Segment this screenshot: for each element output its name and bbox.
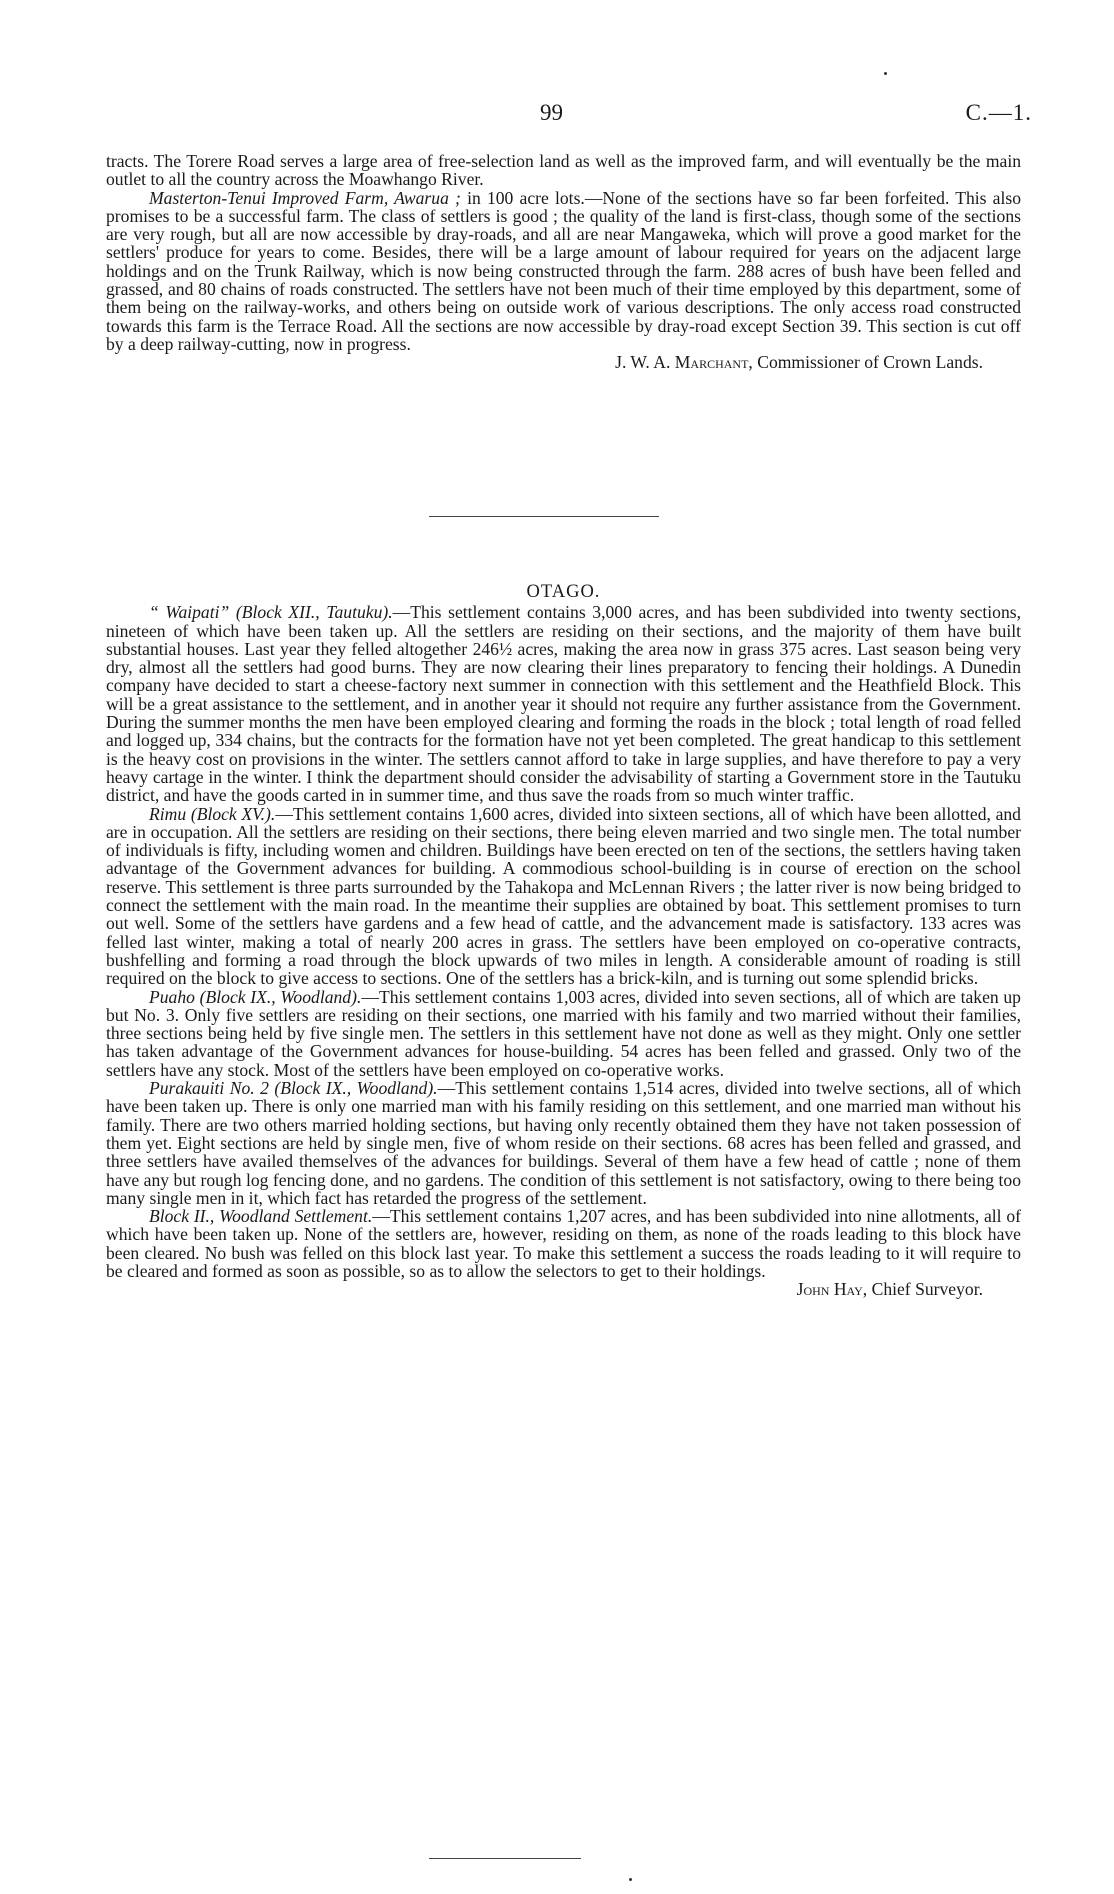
paragraph-body: —This settlement contains 1,600 acres, divided into sixteen sections, all of which have been allotted, and are in occupation. All the settlers are residing on their sections, there being eleven married and two single men. The total number of individuals is fifty, including women and children. Buildings have been erected on ten of the sections, the settlers having taken advantage of the Government advances for building. A commodious school-building is in course of erection on the school reserve. This settlement is three parts surrounded by the Tahakopa and McLennan Rivers ; the latter river is now being bridged to connect the settlement with the main road. In the meantime their supplies are obtained by boat. This settlement promises to turn out well. Some of the settlers have gardens and a few head of cattle, and the advancement made is satisfactory. 133 acres was felled last winter, making a total of nearly 200 acres in grass. The settlers have been employed on co-operative contracts, bushfelling and forming a road through the block upwards of two miles in length. A considerable amount of roading is still required on the block to give access to sections. One of the settlers has a brick-kiln, and is turning out some splendid bricks. [106,803,1021,989]
paragraph-purakauiti [106,1079,1021,1207]
otago-section [106,583,1021,1299]
signature-commissioner [106,353,1021,371]
page-number: 99 [540,100,563,125]
signature-title: , Chief Surveyor. [862,1279,983,1300]
print-speck [884,72,887,75]
paragraph-rimu [106,805,1021,988]
paragraph-body: —This settlement contains 1,003 acres, divided into seven sections, all of which are taken up but No. 3. Only five settlers are residing on their sections, one married with his family and two married without their families, three sections being held by five single men. The settlers in this settlement have not done as well as they might. Only one settler has taken advantage of the Government advances for house-building. 54 acres has been felled and grassed. Only two of the settlers have any stock. Most of the settlers have been employed on co-operative works. [106,986,1021,1080]
document-reference: C.—1. [965,100,1032,125]
page-header [0,100,1114,130]
signature-title: , Commissioner of Crown Lands. [748,352,983,373]
section-divider [429,516,659,517]
paragraph-title: “ Waipati” (Block XII., Tautuku). [149,602,393,623]
section-heading-otago: OTAGO. [526,582,601,602]
paragraph-puaho [106,988,1021,1079]
paragraph-title: Masterton-Tenui Improved Farm, Awarua ; [149,187,461,208]
paragraph-body: in 100 acre lots.—None of the sections have so far been forfeited. This also promises to be a successful farm. The class of settlers is good ; the quality of the land is first-class, though some of the sections are very rough, but all are now accessible by dray-roads, and all are near Mangaweka, which will prove a good market for the settlers' produce for years to come. Besides, there will be a large amount of labour required for years on the adjacent large holdings and on the Trunk Railway, which is now being constructed through the farm. 288 acres of bush have been felled and grassed, and 80 chains of roads constructed. The settlers have not been much of their time employed by this department, some of them being on the railway-works, and others being on outside work of various descriptions. The only access road constructed towards this farm is the Terrace Road. All the sections are now accessible by dray-road except Section 39. This section is cut off by a deep railway-cutting, now in progress. [106,187,1021,354]
section-divider [429,1858,581,1859]
signature-name: John Hay [796,1279,863,1300]
signature-chief-surveyor [106,1280,1021,1298]
paragraph-title: Rimu (Block XV.). [149,803,276,824]
print-speck [629,1878,632,1881]
signature-name: Marchant [674,352,749,373]
paragraph-block-ii [106,1207,1021,1280]
paragraph-body: —This settlement contains 1,514 acres, divided into twelve sections, all of which have been taken up. There is only one married man with his family residing on this settlement, and one married man without his family. There are two others married holding sections, but having only recently obtained them they have not taken possession of them yet. Eight sections are held by single men, five of whom reside on their sections. 68 acres has been felled and grassed, and three settlers have availed themselves of the advances for buildings. Several of them have a few head of cattle ; none of them have any but rough log fencing done, and no gardens. The condition of this settlement is not satisfactory, owing to there being too many single men in it, which fact has retarded the progress of the settlement. [106,1078,1021,1208]
paragraph-waipati [106,603,1021,804]
paragraph-body: —This settlement contains 3,000 acres, and has been subdivided into twenty sections, nineteen of which have been taken up. All the settlers are residing on their sections, and the majority of them have built substantial houses. Last year they felled altogether 246½ acres, making the area now in grass 375 acres. Last season being very dry, almost all the settlers had good burns. They are now clearing their lines preparatory to fencing their holdings. A Dunedin company have decided to start a cheese-factory next summer in connection with this settlement and the Heathfield Block. This will be a great assistance to the settlement, and in another year it should not require any further assistance from the Government. During the summer months the men have been employed clearing and forming the roads in the block ; total length of road felled and logged up, 334 chains, but the contracts for the formation have not yet been completed. The great handicap to this settlement is the heavy cost on provisions in the winter. The settlers cannot afford to take in large supplies, and have therefore to pay a very heavy cartage in the winter. I think the department should consider the advisability of starting a Government store in the Tautuku district, and have the goods carted in in summer time, and thus save the roads from so much winter traffic. [106,602,1021,806]
paragraph-masterton-tenui [106,189,1021,354]
paragraph-title: Block II., Woodland Settlement. [149,1206,373,1227]
paragraph-title: Puaho (Block IX., Woodland). [149,986,362,1007]
continued-section [106,152,1021,372]
paragraph-title: Purakauiti No. 2 (Block IX., Woodland). [149,1078,438,1099]
signature-initials: J. W. A. [615,352,671,373]
paragraph-body: —This settlement contains 1,207 acres, and has been subdivided into nine allotments, all of which have been taken up. None of the settlers are, however, residing on them, as none of the roads leading to this block have been cleared. No bush was felled on this block last year. To make this settlement a success the roads leading to it will require to be cleared and formed as soon as possible, so as to allow the selectors to get to their holdings. [106,1206,1021,1281]
paragraph-torere: tracts. The Torere Road serves a large area of free-selection land as well as the improved farm, and will eventually be the main outlet to all the country across the Moawhango River. [106,151,1021,190]
